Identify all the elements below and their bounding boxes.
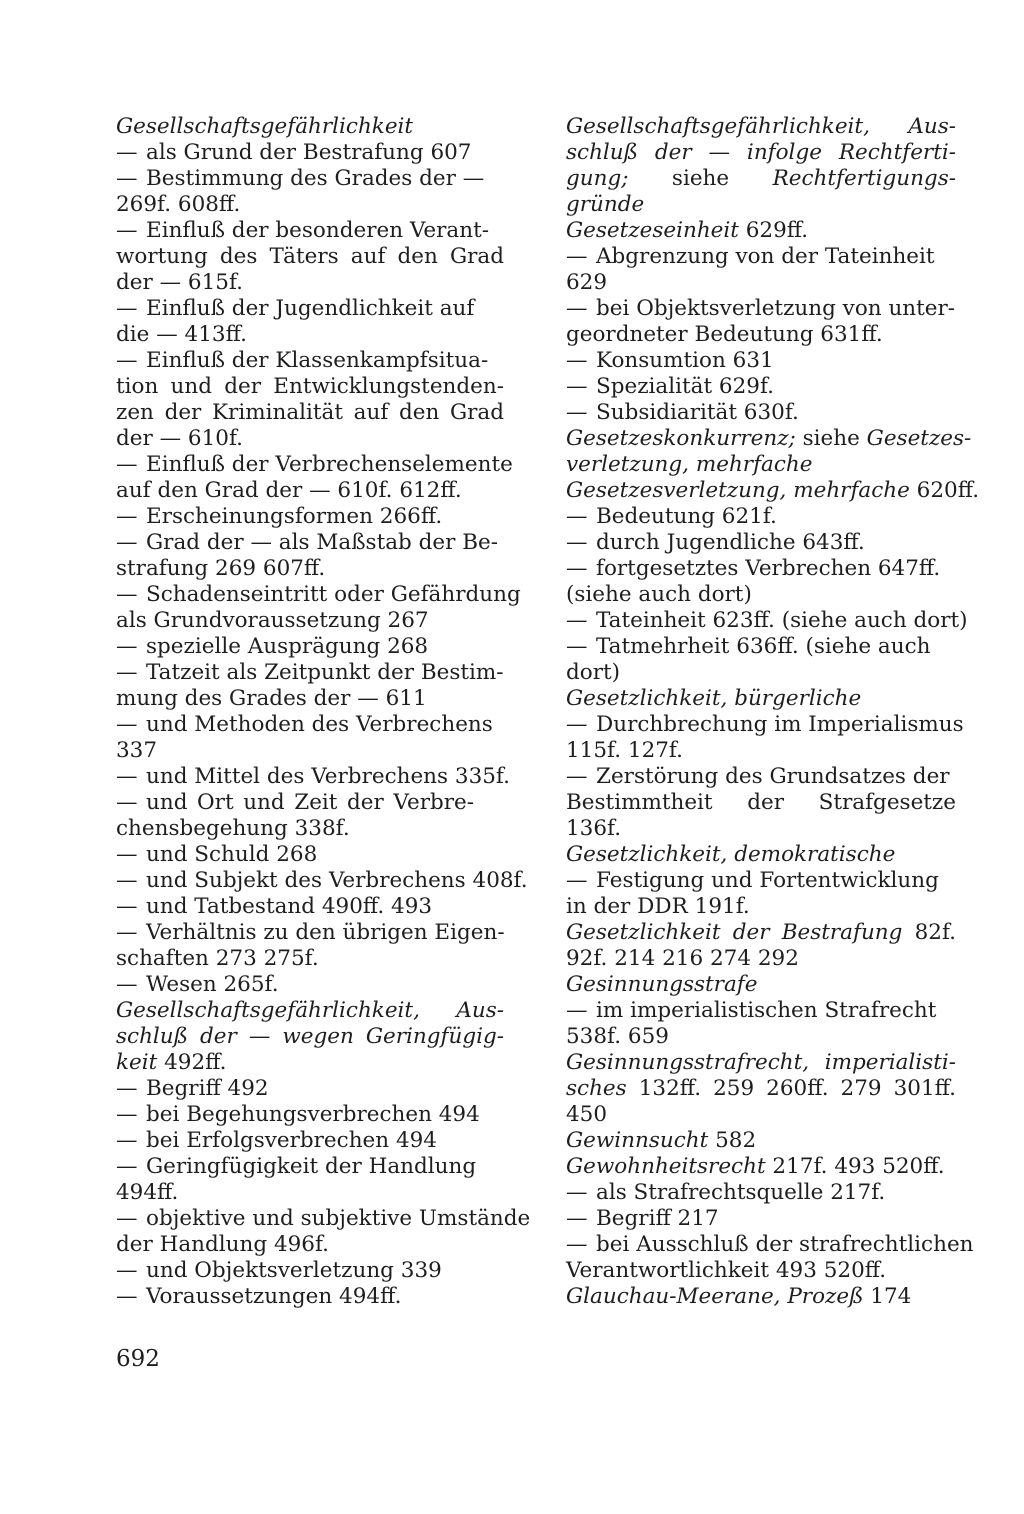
entry-line: bei Erfolgsverbrechen 494 [146, 1128, 437, 1153]
index-subentry [566, 998, 956, 1050]
index-subentry [566, 296, 956, 348]
entry-line: auf den Grad der — 610f. 612ff. [116, 478, 462, 503]
entry-line: Tatzeit als Zeitpunkt der Bestim- [146, 660, 504, 685]
entry-line: in der DDR 191f. [566, 894, 750, 919]
subentry-dash: — [116, 868, 138, 893]
entry-line: geordneter Bedeutung 631ff. [566, 322, 883, 347]
entry-line: 538f. 659 [566, 1024, 669, 1049]
entry-line: bei Objektsverletzung von unter- [596, 296, 956, 321]
index-subentry [566, 608, 968, 634]
index-subentry [566, 1232, 974, 1284]
entry-line: 450 [566, 1102, 608, 1127]
index-headword-entry [116, 114, 504, 140]
subentry-dash: — [566, 1206, 588, 1231]
entry-line: fortgesetztes Verbrechen 647ff. [596, 556, 941, 581]
subentry-dash: — [566, 634, 588, 659]
entry-line: wortung des Täters auf den Grad [116, 244, 504, 269]
index-subentry [116, 1284, 504, 1310]
index-headword-entry [566, 972, 956, 998]
index-subentry [116, 894, 504, 920]
entry-line: Gesinnungsstrafe [566, 972, 758, 997]
entry-line: gung; siehe Rechtfertigungs- [566, 166, 956, 191]
entry-line: und Methoden des Verbrechens [146, 712, 493, 737]
entry-line: Subsidiarität 630f. [596, 400, 799, 425]
entry-line: Verantwortlichkeit 493 520ff. [566, 1258, 887, 1283]
index-column-left [116, 114, 531, 1310]
index-subentry [566, 634, 956, 686]
index-subentry [566, 348, 956, 374]
subentry-dash: — [116, 452, 138, 477]
subentry-dash: — [566, 530, 588, 555]
entry-line: Abgrenzung von der Tateinheit [596, 244, 935, 269]
entry-line: 337 [116, 738, 158, 763]
subentry-dash: — [116, 296, 138, 321]
entry-line: Voraussetzungen 494ff. [146, 1284, 402, 1309]
entry-line: Wesen 265f. [146, 972, 279, 997]
subentry-dash: — [566, 348, 588, 373]
entry-line: 136f. [566, 816, 622, 841]
subentry-dash: — [566, 1232, 588, 1257]
entry-line: schluß der — infolge Rechtferti- [566, 140, 956, 165]
subentry-dash: — [116, 1206, 138, 1231]
index-subentry [566, 504, 956, 530]
entry-line: dort) [566, 660, 621, 685]
entry-line: Bestimmung des Grades der — [146, 166, 485, 191]
subentry-dash: — [566, 868, 588, 893]
index-subentry [566, 244, 956, 296]
index-headword-entry [566, 426, 972, 478]
index-headword-entry [566, 1128, 956, 1154]
entry-line: objektive und subjektive Umstände [146, 1206, 531, 1231]
subentry-dash: — [116, 894, 138, 919]
subentry-dash: — [116, 634, 138, 659]
subentry-dash: — [566, 556, 588, 581]
entry-line: bei Ausschluß der strafrechtlichen [596, 1232, 974, 1257]
entry-line: Erscheinungsformen 266ff. [146, 504, 443, 529]
entry-line: als Strafrechtsquelle 217f. [596, 1180, 886, 1205]
subentry-dash: — [566, 764, 588, 789]
subentry-dash: — [116, 166, 138, 191]
index-subentry [566, 764, 956, 842]
index-subentry [566, 530, 956, 556]
entry-line: strafung 269 607ff. [116, 556, 326, 581]
entry-line: durch Jugendliche 643ff. [596, 530, 865, 555]
index-subentry [116, 218, 504, 296]
entry-line: Einfluß der Verbrechenselemente [146, 452, 513, 477]
subentry-dash: — [566, 244, 588, 269]
subentry-dash: — [116, 1154, 138, 1179]
subentry-dash: — [116, 920, 138, 945]
entry-line: Glauchau-Meerane, Prozeß 174 [566, 1284, 912, 1309]
index-subentry [566, 556, 956, 608]
index-subentry [116, 842, 504, 868]
subentry-dash: — [566, 712, 588, 737]
entry-line: als Grund der Bestrafung 607 [146, 140, 472, 165]
index-subentry [116, 1154, 504, 1206]
index-subentry [116, 764, 510, 790]
entry-line: Tatmehrheit 636ff. (siehe auch [596, 634, 931, 659]
entry-line: Einfluß der besonderen Verant- [146, 218, 490, 243]
index-subentry [566, 868, 956, 920]
entry-line: Tateinheit 623ff. (siehe auch dort) [596, 608, 968, 633]
entry-line: bei Begehungsverbrechen 494 [146, 1102, 480, 1127]
entry-line: im imperialistischen Strafrecht [596, 998, 937, 1023]
subentry-dash: — [116, 660, 138, 685]
entry-line: Einfluß der Jugendlichkeit auf [146, 296, 475, 321]
subentry-dash: — [566, 504, 588, 529]
index-subentry [116, 972, 504, 998]
entry-line: gründe [566, 192, 645, 217]
index-headword-entry [566, 218, 956, 244]
index-subentry [116, 1258, 504, 1284]
entry-line: der — 615f. [116, 270, 243, 295]
entry-line: Begriff 492 [146, 1076, 269, 1101]
entry-line: Durchbrechung im Imperialismus [596, 712, 964, 737]
entry-line: der — 610f. [116, 426, 243, 451]
entry-line: schaften 273 275f. [116, 946, 319, 971]
index-subentry [116, 634, 504, 660]
subentry-dash: — [116, 218, 138, 243]
entry-line: Schadenseintritt oder Gefährdung [146, 582, 521, 607]
entry-line: Zerstörung des Grundsatzes der [596, 764, 950, 789]
entry-line: Begriff 217 [596, 1206, 719, 1231]
index-headword-entry [566, 1284, 956, 1310]
subentry-dash: — [116, 712, 138, 737]
entry-line: der Handlung 496f. [116, 1232, 330, 1257]
entry-line: keit 492ff. [116, 1050, 227, 1075]
entry-line: Gesellschaftsgefährlichkeit, Aus- [566, 114, 956, 139]
index-headword-entry [566, 478, 980, 504]
entry-line: und Schuld 268 [146, 842, 318, 867]
subentry-dash: — [116, 348, 138, 373]
index-subentry [566, 712, 964, 764]
index-subentry [566, 400, 956, 426]
subentry-dash: — [116, 790, 138, 815]
entry-line: Grad der — als Maßstab der Be- [146, 530, 499, 555]
index-subentry [116, 166, 504, 218]
subentry-dash: — [116, 582, 138, 607]
index-headword-entry [116, 998, 504, 1076]
entry-line: als Grundvoraussetzung 267 [116, 608, 429, 633]
index-headword-entry [566, 1050, 956, 1128]
subentry-dash: — [116, 842, 138, 867]
entry-line: Festigung und Fortentwicklung [596, 868, 939, 893]
entry-line: 269f. 608ff. [116, 192, 241, 217]
entry-line: Gesinnungsstrafrecht, imperialisti- [566, 1050, 956, 1075]
entry-line: zen der Kriminalität auf den Grad [116, 400, 504, 425]
entry-line: 115f. 127f. [566, 738, 683, 763]
subentry-dash: — [566, 296, 588, 321]
index-subentry [116, 868, 528, 894]
entry-line: 92f. 214 216 274 292 [566, 946, 799, 971]
entry-line: sches 132ff. 259 260ff. 279 301ff. [566, 1076, 956, 1101]
entry-line: 494ff. [116, 1180, 179, 1205]
entry-line: Gesetzlichkeit, bürgerliche [566, 686, 862, 711]
subentry-dash: — [116, 972, 138, 997]
entry-line: Gewohnheitsrecht 217f. 493 520ff. [566, 1154, 945, 1179]
subentry-dash: — [566, 374, 588, 399]
index-subentry [116, 582, 521, 634]
subentry-dash: — [566, 998, 588, 1023]
subentry-dash: — [116, 140, 138, 165]
entry-line: Geringfügigkeit der Handlung [146, 1154, 477, 1179]
index-subentry [566, 1206, 956, 1232]
index-subentry [116, 920, 504, 972]
index-subentry [116, 712, 504, 764]
entry-line: Spezialität 629f. [596, 374, 774, 399]
entry-line: und Subjekt des Verbrechens 408f. [146, 868, 528, 893]
entry-line: Gesetzlichkeit, demokratische [566, 842, 896, 867]
index-column-right [566, 114, 980, 1310]
subentry-dash: — [566, 608, 588, 633]
entry-line: Gewinnsucht 582 [566, 1128, 757, 1153]
entry-line: Gesellschaftsgefährlichkeit, Aus- [116, 998, 504, 1023]
entry-line: schluß der — wegen Geringfügig- [116, 1024, 504, 1049]
entry-line: Einfluß der Klassenkampfsitua- [146, 348, 489, 373]
entry-line: Bedeutung 621f. [596, 504, 777, 529]
index-headword-entry [566, 686, 956, 712]
index-subentry [116, 1076, 504, 1102]
subentry-dash: — [116, 530, 138, 555]
subentry-dash: — [116, 1258, 138, 1283]
subentry-dash: — [566, 1180, 588, 1205]
entry-line: und Tatbestand 490ff. 493 [146, 894, 433, 919]
index-subentry [116, 140, 504, 166]
entry-line: Gesellschaftsgefährlichkeit [116, 114, 414, 139]
index-subentry [566, 374, 956, 400]
subentry-dash: — [116, 1076, 138, 1101]
entry-line: Konsumtion 631 [596, 348, 774, 373]
entry-line: chensbegehung 338f. [116, 816, 350, 841]
entry-line: Gesetzesverletzung, mehrfache 620ff. [566, 478, 980, 503]
index-subentry [116, 660, 504, 712]
subentry-dash: — [116, 1128, 138, 1153]
entry-line: tion und der Entwicklungstenden- [116, 374, 504, 399]
subentry-dash: — [116, 1284, 138, 1309]
index-subentry [116, 1128, 504, 1154]
index-subentry [566, 1180, 956, 1206]
index-subentry [116, 530, 504, 582]
index-subentry [116, 1206, 531, 1258]
entry-line: mung des Grades der — 611 [116, 686, 427, 711]
entry-line: Verhältnis zu den übrigen Eigen- [146, 920, 505, 945]
page-number: 692 [116, 1346, 160, 1372]
index-headword-entry [566, 1154, 956, 1180]
entry-line: und Objektsverletzung 339 [146, 1258, 442, 1283]
entry-line: die — 413ff. [116, 322, 247, 347]
entry-line: Gesetzeskonkurrenz; siehe Gesetzes- [566, 426, 972, 451]
entry-line: Gesetzlichkeit der Bestrafung 82f. [566, 920, 957, 945]
index-subentry [116, 1102, 504, 1128]
index-headword-entry [566, 114, 956, 218]
subentry-dash: — [116, 504, 138, 529]
entry-line: verletzung, mehrfache [566, 452, 813, 477]
index-headword-entry [566, 920, 956, 972]
entry-line: 629 [566, 270, 608, 295]
subentry-dash: — [116, 1102, 138, 1127]
subentry-dash: — [566, 400, 588, 425]
index-subentry [116, 504, 504, 530]
entry-line: und Ort und Zeit der Verbre- [146, 790, 474, 815]
subentry-dash: — [116, 764, 138, 789]
index-subentry [116, 790, 504, 842]
entry-line: Gesetzeseinheit 629ff. [566, 218, 809, 243]
entry-line: (siehe auch dort) [566, 582, 752, 607]
entry-line: spezielle Ausprägung 268 [146, 634, 429, 659]
index-subentry [116, 348, 504, 452]
entry-line: Bestimmtheit der Strafgesetze [566, 790, 956, 815]
entry-line: und Mittel des Verbrechens 335f. [146, 764, 510, 789]
index-subentry [116, 452, 513, 504]
index-subentry [116, 296, 504, 348]
index-headword-entry [566, 842, 956, 868]
